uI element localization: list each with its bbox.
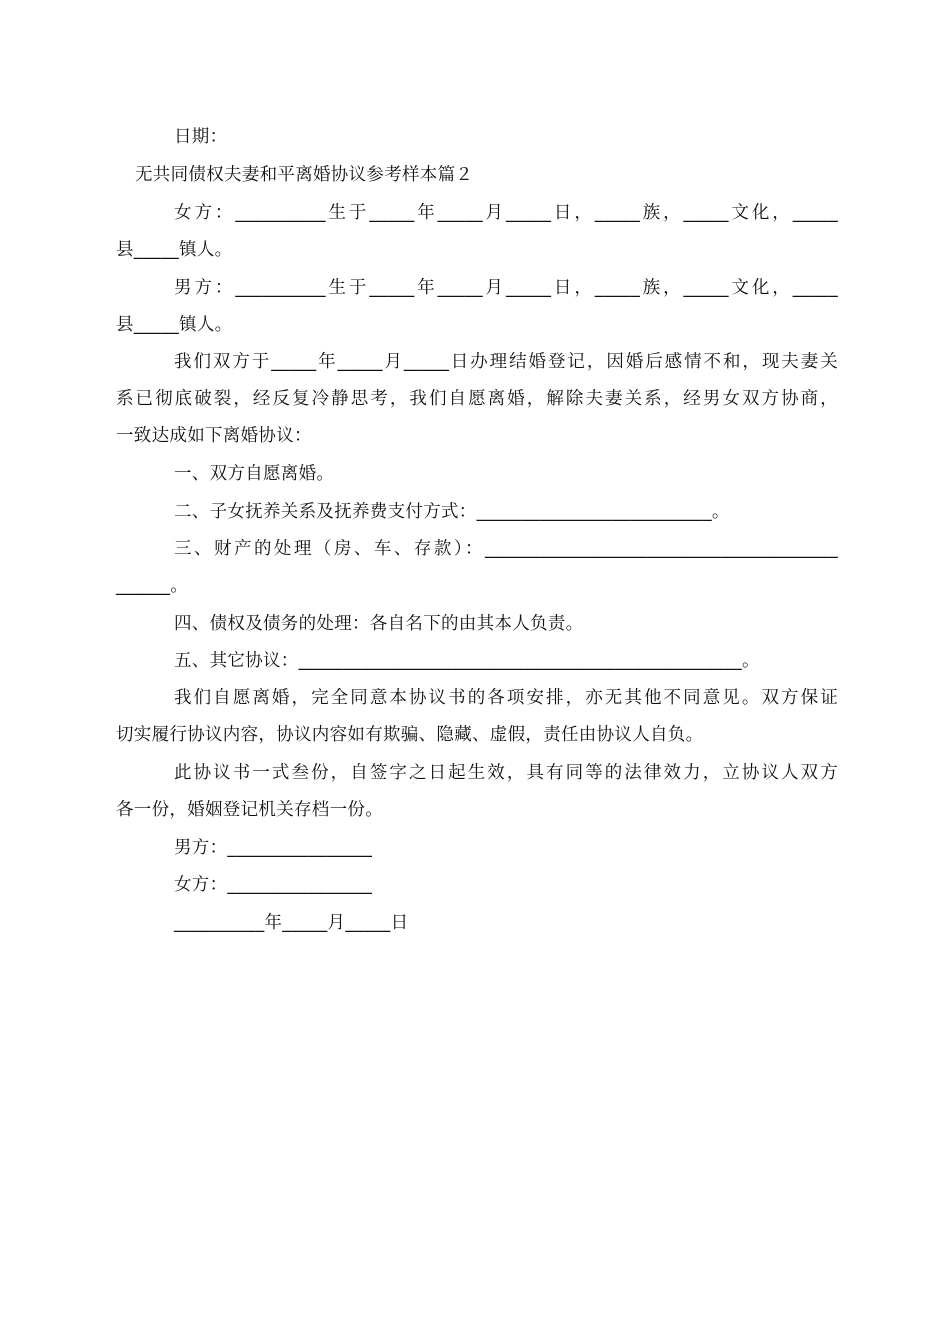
effect-paragraph-line-2: 各一份，婚姻登记机关存档一份。 — [116, 800, 383, 820]
male-info-line-1: 男方：__________生于_____年_____月_____日，_____族，_____文化，_____ — [174, 278, 838, 298]
agreement-item-4: 四、债权及债务的处理：各自名下的由其本人负责。 — [174, 614, 584, 634]
marriage-paragraph-line-3: 一致达成如下离婚协议： — [116, 426, 312, 446]
marriage-paragraph-line-1: 我们双方于_____年_____月_____日办理结婚登记，因婚后感情不和，现夫妻关 — [174, 352, 838, 372]
consent-paragraph-line-1: 我们自愿离婚，完全同意本协议书的各项安排，亦无其他不同意见。双方保证 — [174, 688, 838, 708]
female-info-line-2: 县_____镇人。 — [116, 240, 233, 260]
male-signature-line: 男方：________________ — [174, 838, 373, 858]
document-title: 无共同债权夫妻和平离婚协议参考样本篇２ — [135, 165, 474, 185]
signature-date-line: __________年_____月_____日 — [174, 913, 409, 933]
marriage-paragraph-line-2: 系已彻底破裂，经反复冷静思考，我们自愿离婚，解除夫妻关系，经男女双方协商， — [116, 389, 838, 409]
effect-paragraph-line-1: 此协议书一式叁份，自签字之日起生效，具有同等的法律效力，立协议人双方 — [174, 763, 838, 783]
female-signature-line: 女方：________________ — [174, 875, 373, 895]
female-info-line-1: 女方：__________生于_____年_____月_____日，_____族，_____文化，_____ — [174, 203, 838, 223]
date-label: 日期： — [174, 127, 228, 147]
male-info-line-2: 县_____镇人。 — [116, 315, 233, 335]
consent-paragraph-line-2: 切实履行协议内容，协议内容如有欺骗、隐藏、虚假，责任由协议人自负。 — [116, 725, 704, 745]
agreement-item-2: 二、子女抚养关系及抚养费支付方式：__________________________。 — [174, 502, 730, 522]
agreement-item-3-line-1: 三、财产的处理（房、车、存款）：_______________________________________ — [174, 539, 838, 559]
agreement-item-5: 五、其它协议：_________________________________________________。 — [174, 651, 760, 671]
agreement-item-1: 一、双方自愿离婚。 — [174, 464, 335, 484]
agreement-item-3-line-2: ______。 — [116, 576, 189, 596]
